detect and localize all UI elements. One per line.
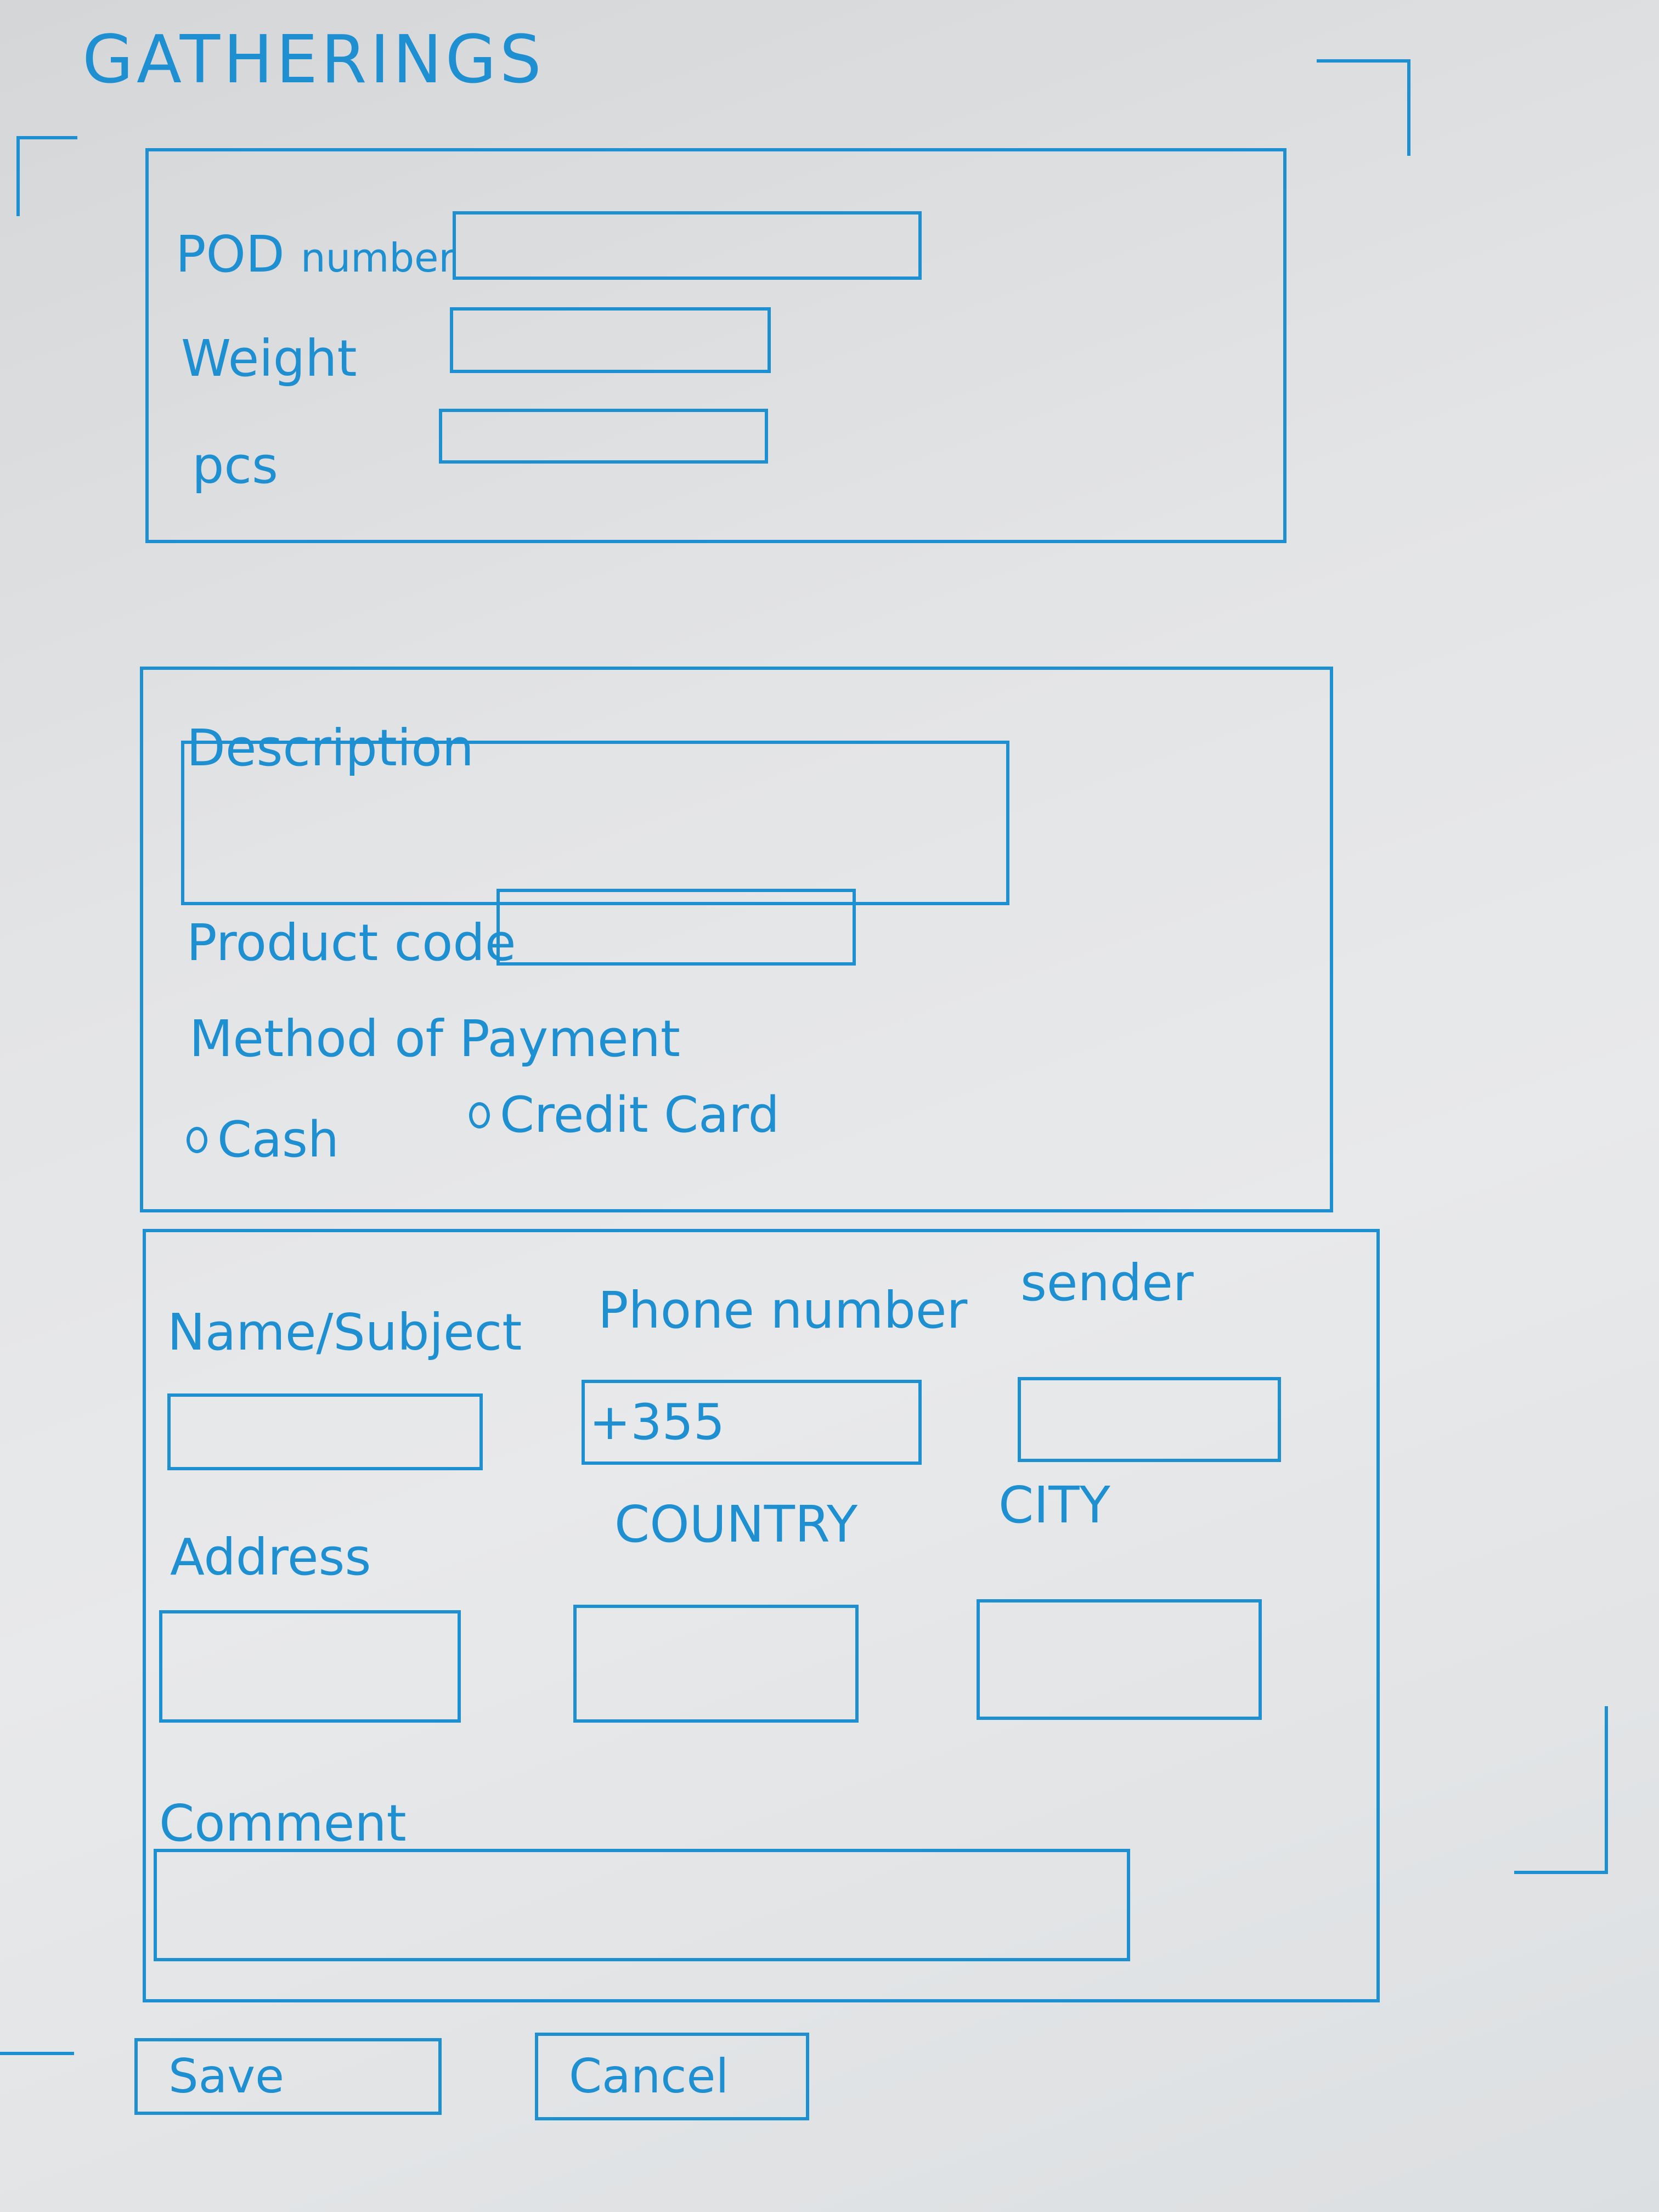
corner-mark-bottom-right	[1514, 1706, 1608, 1874]
sender-input[interactable]	[1018, 1377, 1281, 1462]
product-code-input[interactable]	[496, 889, 856, 966]
save-button[interactable]: Save	[134, 2038, 442, 2115]
address-label: Address	[170, 1528, 371, 1587]
payment-option-cash[interactable]	[187, 1111, 339, 1169]
corner-mark-top-right	[1317, 59, 1410, 156]
payment-option-credit-card[interactable]	[469, 1086, 780, 1144]
sender-label: sender	[1020, 1254, 1194, 1312]
corner-mark-top-left	[16, 136, 77, 216]
city-label: CITY	[998, 1476, 1110, 1534]
pod-label-sub: number	[300, 235, 455, 281]
credit-card-radio-label: Credit Card	[500, 1086, 780, 1144]
name-subject-input[interactable]	[167, 1393, 483, 1470]
phone-number-label: Phone number	[598, 1281, 968, 1340]
address-input[interactable]	[159, 1610, 461, 1723]
pcs-input[interactable]	[439, 409, 768, 464]
weight-label: Weight	[181, 329, 357, 388]
description-label: Description	[187, 719, 474, 777]
corner-mark-bottom-left	[0, 2052, 74, 2055]
cash-radio-label: Cash	[217, 1111, 339, 1169]
page-title: GATHERINGS	[82, 22, 545, 98]
country-input[interactable]	[573, 1605, 859, 1723]
cancel-button[interactable]: Cancel	[535, 2033, 809, 2120]
credit-card-radio[interactable]	[469, 1102, 490, 1128]
pod-label	[176, 225, 455, 284]
payment-method-label: Method of Payment	[189, 1009, 680, 1068]
phone-number-input[interactable]	[582, 1380, 922, 1465]
city-input[interactable]	[977, 1599, 1262, 1720]
description-textarea[interactable]	[181, 741, 1009, 905]
pod-label-main: POD	[176, 225, 285, 284]
comment-label: Comment	[159, 1794, 407, 1853]
weight-input[interactable]	[450, 307, 771, 373]
product-code-label: Product code	[187, 913, 516, 972]
pod-number-input[interactable]	[453, 211, 922, 280]
comment-textarea[interactable]	[154, 1849, 1130, 1961]
name-subject-label: Name/Subject	[167, 1303, 522, 1362]
pcs-label: pcs	[192, 436, 278, 495]
cash-radio[interactable]	[187, 1127, 207, 1153]
country-label: COUNTRY	[614, 1495, 858, 1554]
